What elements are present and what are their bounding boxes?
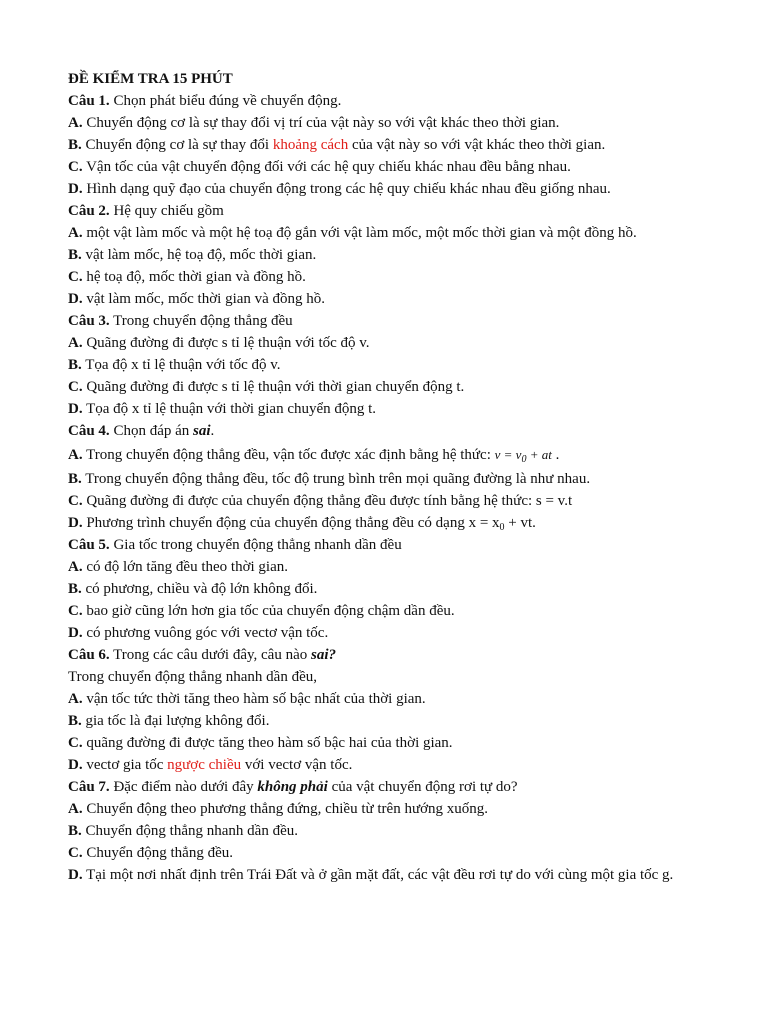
option-text: Quãng đường đi được s tỉ lệ thuận với tốc độ v.: [86, 335, 370, 351]
option-text-end: .: [551, 447, 560, 463]
q7-option-b: [68, 820, 728, 842]
question-2: [68, 200, 728, 222]
option-text: Tọa độ x tỉ lệ thuận với tốc độ v.: [85, 357, 281, 373]
q2-option-c: [68, 266, 728, 288]
q4-option-a: [68, 442, 728, 468]
velocity-formula: [494, 447, 552, 465]
option-text: gia tốc là đại lượng không đổi.: [85, 713, 270, 729]
question-7-label: Câu 7.: [68, 779, 110, 795]
option-label: B.: [68, 581, 82, 597]
formula-subscript: 0: [521, 454, 527, 465]
option-label: D.: [68, 625, 83, 641]
question-6-text: Trong các câu dưới đây, câu nào: [109, 647, 311, 663]
option-label: A.: [68, 691, 83, 707]
q7-option-a: [68, 798, 728, 820]
question-4: [68, 420, 728, 442]
option-label: A.: [68, 559, 83, 575]
option-label: C.: [68, 379, 83, 395]
q1-option-a: [68, 112, 728, 134]
q3-option-b: [68, 354, 728, 376]
highlight-text: ngược chiều: [167, 757, 242, 773]
q1-option-c: [68, 156, 728, 178]
emphasis-text: sai?: [310, 647, 336, 663]
option-text: Hình dạng quỹ đạo của chuyển động trong các hệ quy chiếu khác nhau đều giống nhau.: [86, 181, 611, 197]
q5-option-b: [68, 578, 728, 600]
option-text: Tại một nơi nhất định trên Trái Đất và ở gần mặt đất, các vật đều rơi tự do với cùng một gia tốc g.: [86, 867, 674, 883]
option-label: B.: [68, 823, 82, 839]
option-text: Chuyển động cơ là sự thay đổi vị trí của vật này so với vật khác theo thời gian.: [86, 115, 560, 131]
q5-option-c: [68, 600, 728, 622]
option-text: có độ lớn tăng đều theo thời gian.: [86, 559, 289, 575]
question-7: [68, 776, 728, 798]
question-1-label: Câu 1.: [68, 93, 110, 109]
q2-option-b: [68, 244, 728, 266]
question-5-label: Câu 5.: [68, 537, 110, 553]
quiz-document: [68, 68, 728, 887]
emphasis-text: không phải: [257, 779, 328, 795]
option-label: D.: [68, 757, 83, 773]
option-label: B.: [68, 357, 82, 373]
q6-option-d: [68, 754, 728, 776]
q4-option-d: [68, 512, 728, 534]
option-text: Phương trình chuyển động của chuyển động thẳng đều có dạng x = x: [86, 515, 500, 531]
question-1: [68, 90, 728, 112]
option-text: vectơ gia tốc: [86, 757, 168, 773]
q5-option-a: [68, 556, 728, 578]
option-text: vật làm mốc, hệ toạ độ, mốc thời gian.: [85, 247, 317, 263]
option-label: D.: [68, 181, 83, 197]
option-label: C.: [68, 735, 83, 751]
option-text: vật làm mốc, mốc thời gian và đồng hồ.: [86, 291, 326, 307]
option-text: Trong chuyển động thẳng đều, tốc độ trung bình trên mọi quãng đường là như nhau.: [85, 471, 591, 487]
option-label: D.: [68, 515, 83, 531]
formula-rhs: + at: [526, 447, 552, 462]
option-text: Chuyển động thẳng đều.: [86, 845, 233, 861]
option-label: B.: [68, 137, 82, 153]
question-2-text: Hệ quy chiếu gồm: [109, 203, 224, 219]
option-text: Quãng đường đi được s tỉ lệ thuận với thời gian chuyển động t.: [86, 379, 465, 395]
q7-option-c: [68, 842, 728, 864]
question-7-text: Đặc điểm nào dưới đây: [109, 779, 258, 795]
option-label: C.: [68, 269, 83, 285]
q3-option-c: [68, 376, 728, 398]
question-3-label: Câu 3.: [68, 313, 110, 329]
option-text: + vt.: [504, 515, 536, 531]
option-label: B.: [68, 247, 82, 263]
q7-option-d: [68, 864, 728, 887]
option-text: Trong chuyển động thẳng đều, vận tốc được xác định bằng hệ thức:: [86, 447, 495, 463]
option-text: có phương vuông góc với vectơ vận tốc.: [86, 625, 329, 641]
option-label: D.: [68, 867, 83, 883]
q3-option-d: [68, 398, 728, 420]
q6-option-c: [68, 732, 728, 754]
formula-subscript: 0: [499, 522, 505, 533]
option-text: có phương, chiều và độ lớn không đổi.: [85, 581, 318, 597]
q4-option-c: [68, 490, 728, 512]
option-label: C.: [68, 159, 83, 175]
question-1-text: Chọn phát biểu đúng về chuyển động.: [109, 93, 342, 109]
option-text: bao giờ cũng lớn hơn gia tốc của chuyển động chậm dần đều.: [86, 603, 455, 619]
q5-option-d: [68, 622, 728, 644]
question-6: [68, 644, 728, 666]
option-label: B.: [68, 471, 82, 487]
question-6-intro: Trong chuyển động thẳng nhanh dần đều,: [68, 669, 317, 685]
option-label: A.: [68, 447, 83, 463]
emphasis-text: sai: [193, 423, 211, 439]
q3-option-a: [68, 332, 728, 354]
page-title: ĐỀ KIỂM TRA 15 PHÚT: [68, 71, 233, 87]
option-text: quãng đường đi được tăng theo hàm số bậc hai của thời gian.: [86, 735, 453, 751]
option-label: B.: [68, 713, 82, 729]
question-7-end: của vật chuyển động rơi tự do?: [327, 779, 518, 795]
option-label: D.: [68, 291, 83, 307]
option-text: một vật làm mốc và một hệ toạ độ gắn với vật làm mốc, một mốc thời gian và một đồng hồ.: [86, 225, 637, 241]
option-text: Chuyển động theo phương thẳng đứng, chiều từ trên hướng xuống.: [86, 801, 489, 817]
option-text: Quãng đường đi được của chuyển động thẳng đều được tính bằng hệ thức: s = v.t: [86, 493, 573, 509]
option-label: D.: [68, 401, 83, 417]
formula-lhs: v = v: [494, 447, 522, 462]
question-4-text: Chọn đáp án: [109, 423, 194, 439]
option-label: A.: [68, 225, 83, 241]
question-2-label: Câu 2.: [68, 203, 110, 219]
question-3-text: Trong chuyển động thẳng đều: [109, 313, 293, 329]
q6-option-b: [68, 710, 728, 732]
q1-option-d: [68, 178, 728, 200]
option-text: với vectơ vận tốc.: [241, 757, 353, 773]
option-text: Chuyển động thẳng nhanh dần đều.: [85, 823, 298, 839]
question-5-text: Gia tốc trong chuyển động thẳng nhanh dần đều: [109, 537, 402, 553]
option-label: A.: [68, 115, 83, 131]
question-4-label: Câu 4.: [68, 423, 110, 439]
question-4-end: .: [210, 423, 215, 439]
option-text: của vật này so với vật khác theo thời gian.: [348, 137, 606, 153]
highlight-text: khoảng cách: [272, 137, 349, 153]
option-text: vận tốc tức thời tăng theo hàm số bậc nhất của thời gian.: [86, 691, 426, 707]
option-label: C.: [68, 845, 83, 861]
q1-option-b: [68, 134, 728, 156]
q6-option-a: [68, 688, 728, 710]
q2-option-a: [68, 222, 728, 244]
question-6-label: Câu 6.: [68, 647, 110, 663]
question-5: [68, 534, 728, 556]
option-text: hệ toạ độ, mốc thời gian và đồng hồ.: [86, 269, 306, 285]
q4-option-b: [68, 468, 728, 490]
option-text: Chuyển động cơ là sự thay đổi: [85, 137, 273, 153]
option-text: Tọa độ x tỉ lệ thuận với thời gian chuyển động t.: [86, 401, 377, 417]
option-text: Vận tốc của vật chuyển động đối với các hệ quy chiếu khác nhau đều bằng nhau.: [86, 159, 571, 175]
option-label: A.: [68, 801, 83, 817]
option-label: C.: [68, 603, 83, 619]
question-3: [68, 310, 728, 332]
option-label: C.: [68, 493, 83, 509]
q2-option-d: [68, 288, 728, 310]
option-label: A.: [68, 335, 83, 351]
